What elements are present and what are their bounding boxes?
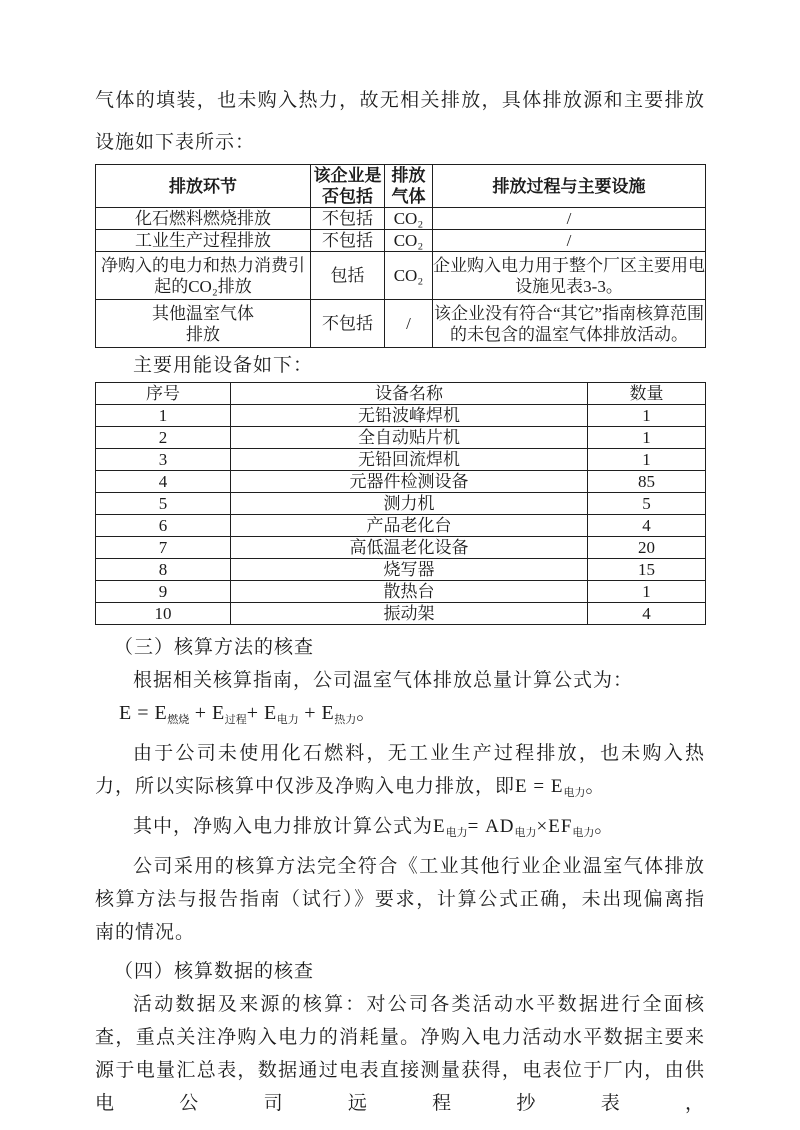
cell-device-name: 全自动贴片机 xyxy=(231,427,588,449)
formula-subscript: 电力 xyxy=(563,787,586,799)
cell-process: / xyxy=(433,230,706,252)
paragraph-text: 。 xyxy=(585,776,606,797)
cell-quantity: 5 xyxy=(588,493,706,515)
header-index: 序号 xyxy=(96,383,231,405)
cell-index: 1 xyxy=(96,405,231,427)
formula-subscript: 过程 xyxy=(224,714,247,726)
header-emission-stage: 排放环节 xyxy=(96,165,311,208)
formula-subscript: 电力 xyxy=(572,827,595,839)
formula-text: + E xyxy=(189,702,225,724)
cell-device-name: 振动架 xyxy=(231,603,588,625)
cell-quantity: 4 xyxy=(588,603,706,625)
cell-device-name: 散热台 xyxy=(231,581,588,603)
method-compliance-paragraph: 公司采用的核算方法完全符合《工业其他行业企业温室气体排放核算方法与报告指南（试行）》要求，计算公式正确，未出现偏离指南的情况。 xyxy=(95,856,705,943)
table-row xyxy=(96,515,706,537)
table-row xyxy=(96,581,706,603)
formula-subscript: 电力 xyxy=(514,827,537,839)
cell-index: 4 xyxy=(96,471,231,493)
table-row xyxy=(96,449,706,471)
formula-text: E = E xyxy=(119,702,168,724)
section-heading-3: （三）核算方法的核查 xyxy=(114,637,315,658)
table-row xyxy=(96,559,706,581)
activity-data-paragraph: 活动数据及来源的核算：对公司各类活动水平数据进行全面核查，重点关注净购入电力的消耗量。净购入电力活动水平数据主要来源于电量汇总表，数据通过电表直接测量获得，电表位于厂内，由供电公司远程抄表， xyxy=(95,994,705,1114)
cell-stage-text: 其他温室气体排放 xyxy=(151,303,254,344)
equipment-table xyxy=(95,382,706,625)
cell-included: 不包括 xyxy=(311,208,385,230)
cell-device-name: 无铅回流焊机 xyxy=(231,449,588,471)
cell-index: 3 xyxy=(96,449,231,471)
intro-paragraph: 气体的填装，也未购入热力，故无相关排放，具体排放源和主要排放设施如下表所示： xyxy=(95,90,705,153)
header-gas: 排放气体 xyxy=(385,165,433,208)
cell-gas: CO₂ xyxy=(385,208,433,230)
cell-index: 7 xyxy=(96,537,231,559)
cell-quantity: 1 xyxy=(588,405,706,427)
header-process: 排放过程与主要设施 xyxy=(433,165,706,208)
cell-included: 不包括 xyxy=(311,230,385,252)
emission-table-header-row xyxy=(96,165,706,208)
cell-process: 该企业没有符合“其它”指南核算范围的未包含的温室气体排放活动。 xyxy=(433,300,706,348)
formula-subscript: 热力 xyxy=(334,714,357,726)
cell-device-name: 高低温老化设备 xyxy=(231,537,588,559)
cell-gas: CO₂ xyxy=(385,230,433,252)
equipment-intro: 主要用能设备如下： xyxy=(133,355,314,376)
cell-index: 8 xyxy=(96,559,231,581)
equipment-table-header-row xyxy=(96,383,706,405)
cell-quantity: 85 xyxy=(588,471,706,493)
cell-stage: 净购入的电力和热力消费引起的CO₂排放 xyxy=(96,252,311,300)
cell-device-name: 产品老化台 xyxy=(231,515,588,537)
paragraph-text: 其中，净购入电力排放计算公式为E xyxy=(133,816,446,837)
cell-index: 2 xyxy=(96,427,231,449)
cell-quantity: 4 xyxy=(588,515,706,537)
formula-text: 。 xyxy=(356,702,377,724)
table-row xyxy=(96,493,706,515)
emission-source-table xyxy=(95,164,706,348)
scope-paragraph xyxy=(95,737,705,810)
table-row xyxy=(96,252,706,300)
formula-subscript: 燃烧 xyxy=(167,714,190,726)
cell-quantity: 15 xyxy=(588,559,706,581)
paragraph-text: = AD xyxy=(467,816,515,837)
accounting-method-paragraph: 根据相关核算指南，公司温室气体排放总量计算公式为： xyxy=(133,670,634,691)
cell-process: 企业购入电力用于整个厂区主要用电设施见表3-3。 xyxy=(433,252,706,300)
formula-text: + E xyxy=(298,702,335,724)
cell-gas: CO₂ xyxy=(385,252,433,300)
cell-included: 包括 xyxy=(311,252,385,300)
cell-quantity: 1 xyxy=(588,449,706,471)
cell-process: / xyxy=(433,208,706,230)
header-included: 该企业是否包括 xyxy=(311,165,385,208)
formula-text: + E xyxy=(246,702,277,724)
cell-quantity: 1 xyxy=(588,427,706,449)
formula-subscript: 电力 xyxy=(445,827,468,839)
cell-included: 不包括 xyxy=(311,300,385,348)
cell-quantity: 20 xyxy=(588,537,706,559)
cell-device-name: 无铅波峰焊机 xyxy=(231,405,588,427)
cell-gas: / xyxy=(385,300,433,348)
cell-device-name: 烧写器 xyxy=(231,559,588,581)
cell-index: 10 xyxy=(96,603,231,625)
cell-index: 5 xyxy=(96,493,231,515)
cell-quantity: 1 xyxy=(588,581,706,603)
cell-stage: 工业生产过程排放 xyxy=(96,230,311,252)
table-row xyxy=(96,427,706,449)
cell-index: 9 xyxy=(96,581,231,603)
cell-device-name: 元器件检测设备 xyxy=(231,471,588,493)
table-row xyxy=(96,471,706,493)
formula-subscript: 电力 xyxy=(276,714,299,726)
section-heading-4: （四）核算数据的核查 xyxy=(114,961,315,982)
paragraph-text: 由于公司未使用化石燃料，无工业生产过程排放，也未购入热力，所以实际核算中仅涉及净购入电力排放，即E = E xyxy=(95,743,705,797)
table-row xyxy=(96,603,706,625)
cell-index: 6 xyxy=(96,515,231,537)
table-row xyxy=(96,300,706,348)
table-row xyxy=(96,208,706,230)
table-row xyxy=(96,537,706,559)
paragraph-text: ×EF xyxy=(536,816,573,837)
table-row xyxy=(96,405,706,427)
paragraph-text: 。 xyxy=(594,816,615,837)
header-device-name: 设备名称 xyxy=(231,383,588,405)
cell-stage: 化石燃料燃烧排放 xyxy=(96,208,311,230)
electricity-formula-paragraph xyxy=(95,810,705,850)
header-quantity: 数量 xyxy=(588,383,706,405)
table-row xyxy=(96,230,706,252)
cell-stage xyxy=(96,300,311,348)
total-emission-formula xyxy=(95,697,705,737)
cell-device-name: 测力机 xyxy=(231,493,588,515)
